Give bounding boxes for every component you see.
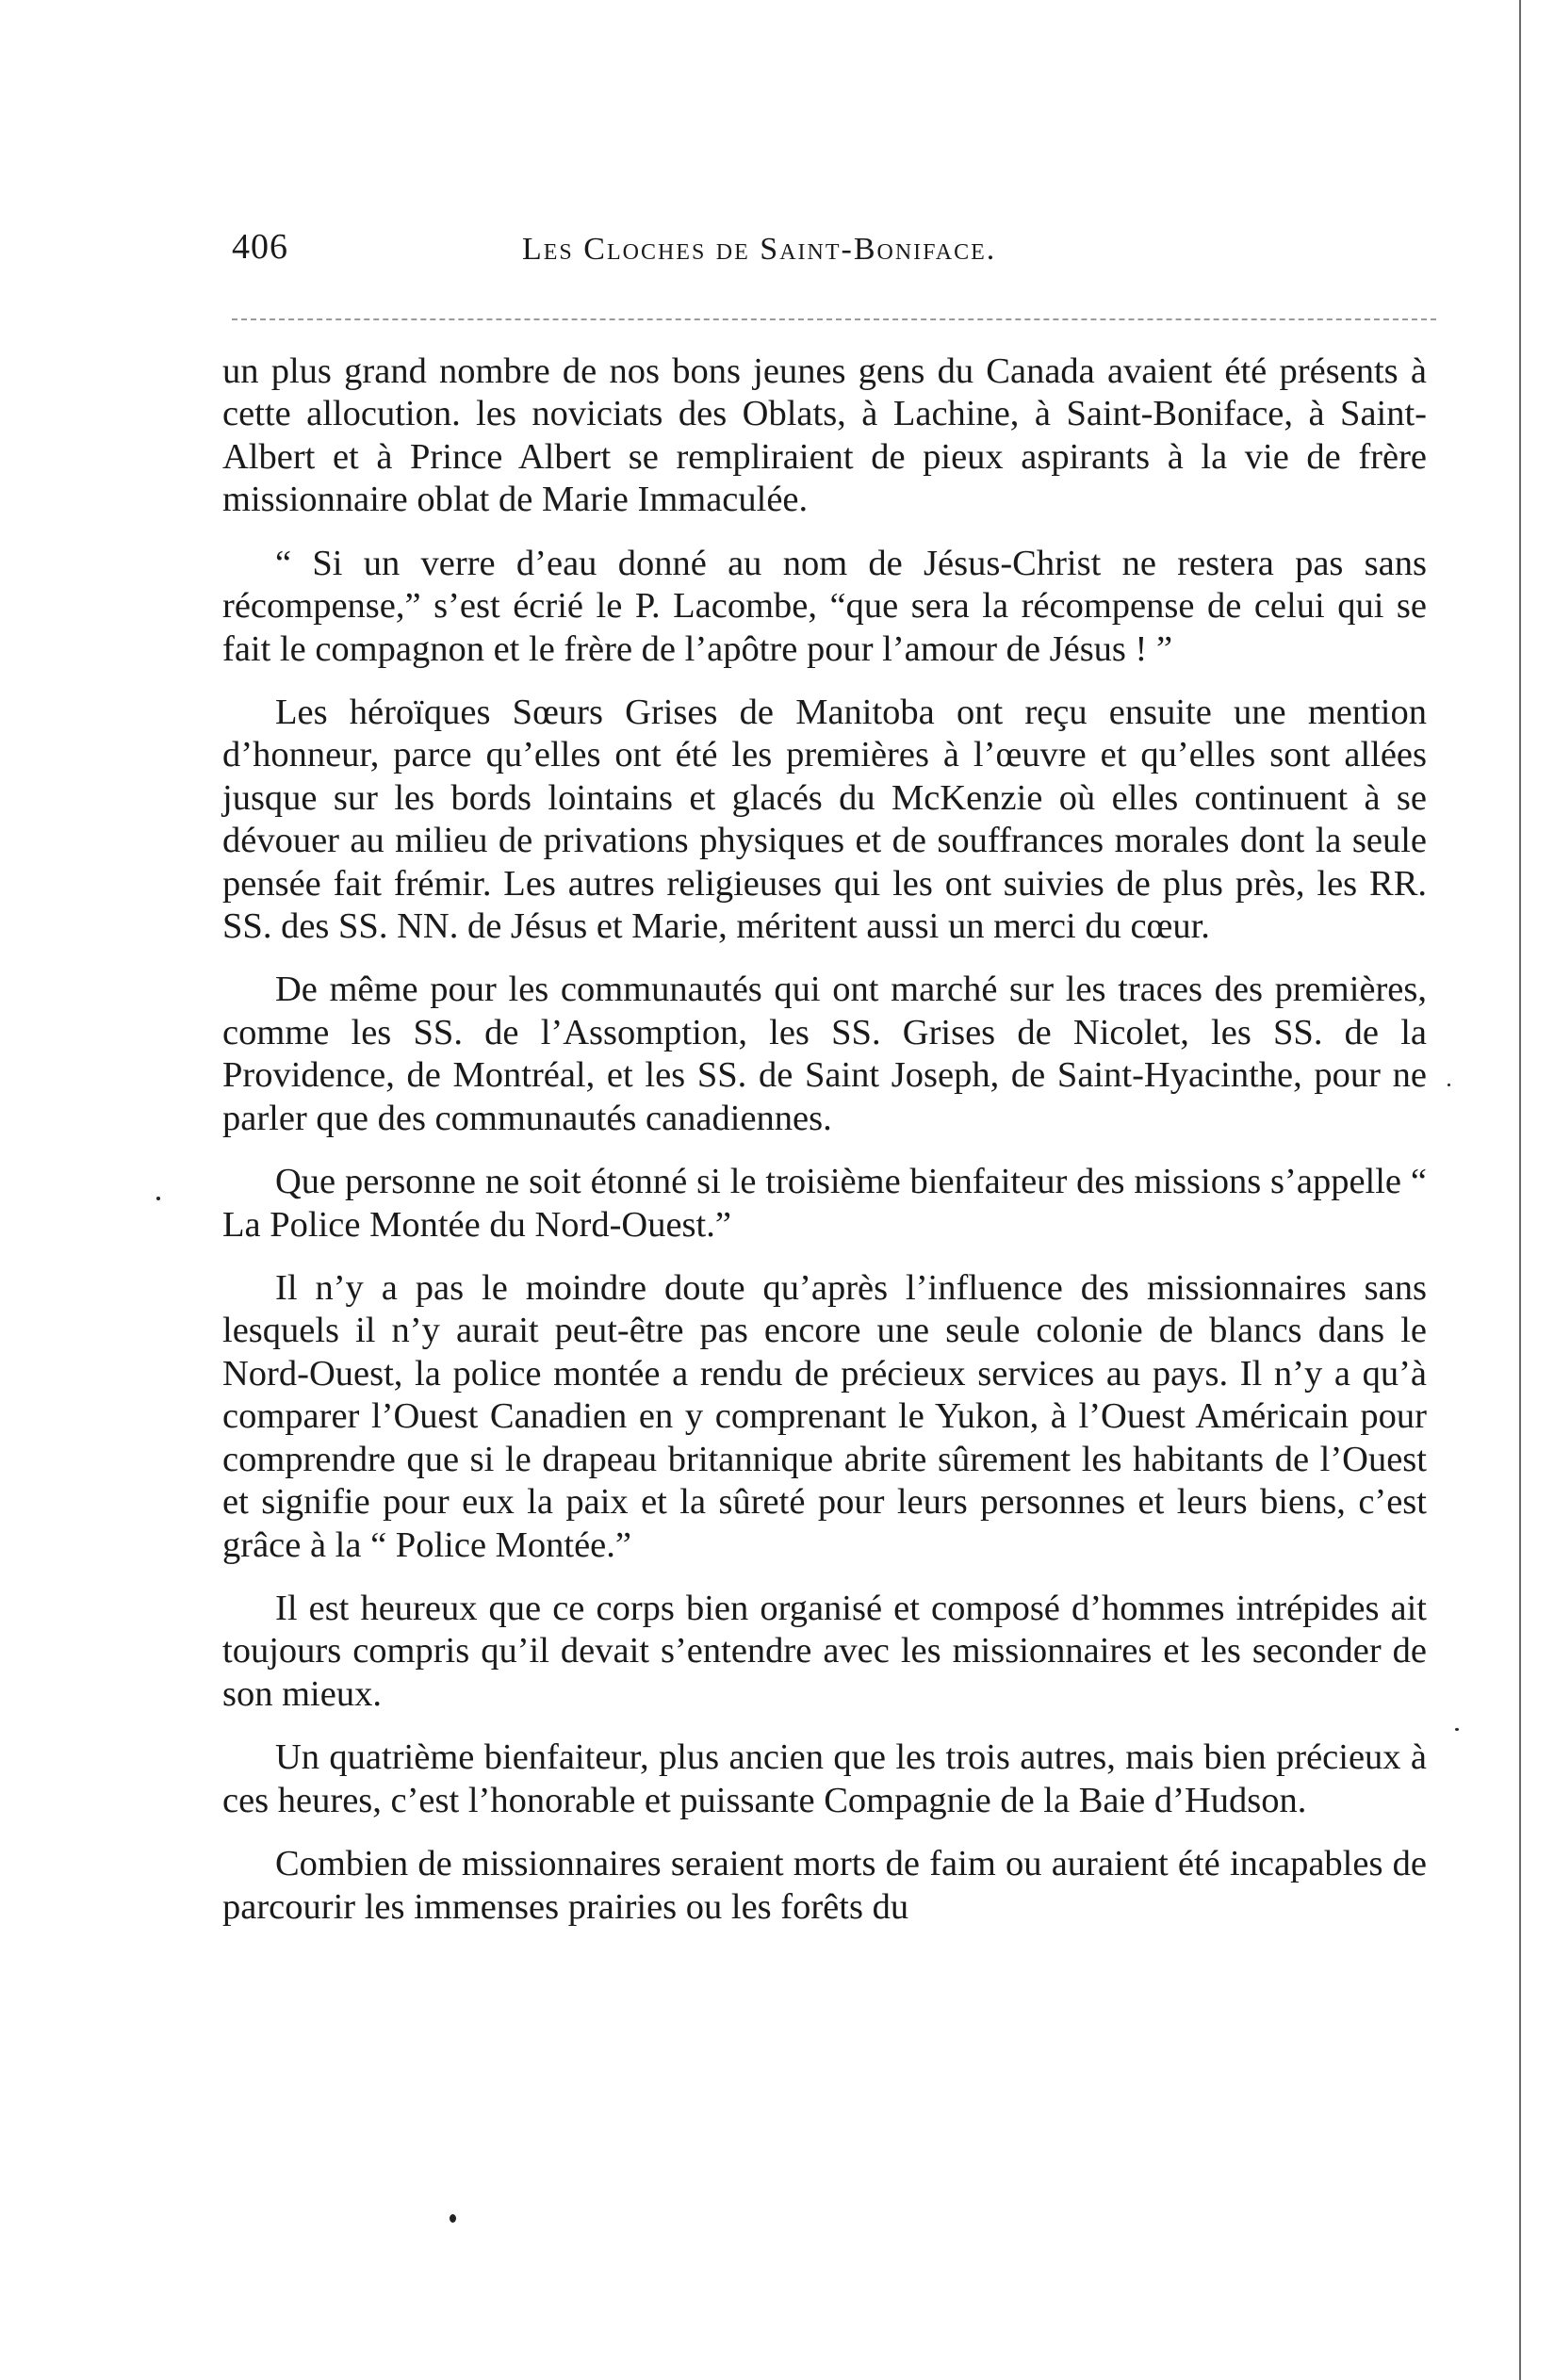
- paragraph-6: Il n’y a pas le moindre doute qu’après l’influence des missionnaires sans lesquels il n’y aurait peut-être pas encore une seule colonie de blancs dans le Nord-Ouest, la police montée a rendu de précieux services au pays. Il n’y a qu’à comparer l’Ouest Canadien en y comprenant le Yukon, à l’Ouest Américain pour comprendre que si le drapeau britannique abrite sûrement les habitants de l’Ouest et signifie pour eux la paix et la sûreté pour leurs personnes et leurs biens, c’est grâce à la “ Police Montée.”: [222, 1268, 1427, 1565]
- scan-speck: [1455, 1728, 1459, 1731]
- paragraph-7: Il est heureux que ce corps bien organisé et composé d’hommes intrépides ait toujours compris qu’il devait s’entendre avec les missionnaires et les seconder de son mieux.: [222, 1588, 1427, 1714]
- scan-speck: [1448, 1084, 1450, 1086]
- page-header: [232, 226, 1438, 286]
- header-rule: [232, 318, 1436, 320]
- scan-speck: [450, 2214, 456, 2223]
- paragraph-2: “ Si un verre d’eau donné au nom de Jésus-Christ ne restera pas sans récompense,” s’est écrié le P. Lacombe, “que sera la récompense de celui qui se fait le compagnon et le frère de l’apôtre pour l’amour de Jésus ! ”: [222, 543, 1427, 669]
- paragraph-8: Un quatrième bienfaiteur, plus ancien que les trois autres, mais bien précieux à ces heures, c’est l’honorable et puissante Compagnie de la Baie d’Hudson.: [222, 1737, 1427, 1820]
- body-text: [222, 350, 1427, 1949]
- paragraph-4: De même pour les communautés qui ont marché sur les traces des premières, comme les SS. de l’Assomption, les SS. Grises de Nicolet, les SS. de la Providence, de Montréal, et les SS. de Saint Joseph, de Saint-Hyacinthe, pour ne parler que des communautés canadiennes.: [222, 970, 1427, 1138]
- page-number: 406: [232, 227, 288, 267]
- paragraph-9: Combien de missionnaires seraient morts de faim ou auraient été incapables de parcourir les immenses prairies ou les forêts du: [222, 1844, 1427, 1927]
- page-edge-line: [1519, 0, 1521, 2380]
- paragraph-5: Que personne ne soit étonné si le troisième bienfaiteur des missions s’appelle “ La Police Montée du Nord-Ouest.”: [222, 1162, 1427, 1245]
- paragraph-1: un plus grand nombre de nos bons jeunes gens du Canada avaient été présents à cette allocution. les noviciats des Oblats, à Lachine, à Saint-Boniface, à Saint-Albert et à Prince Albert se rempliraient de pieux aspirants à la vie de frère missionnaire oblat de Marie Immaculée.: [222, 351, 1427, 520]
- paragraph-3: Les héroïques Sœurs Grises de Manitoba ont reçu ensuite une mention d’honneur, parce qu’elles ont été les premières à l’œuvre et qu’elles sont allées jusque sur les bords lointains et glacés du McKenzie où elles continuent à se dévouer au milieu de privations physiques et de souffrances morales dont la seule pensée fait frémir. Les autres religieuses qui les ont suivies de plus près, les RR. SS. des SS. NN. de Jésus et Marie, méritent aussi un merci du cœur.: [222, 692, 1427, 947]
- scan-speck: [156, 1197, 160, 1200]
- running-title: Les Cloches de Saint-Boniface.: [522, 232, 997, 267]
